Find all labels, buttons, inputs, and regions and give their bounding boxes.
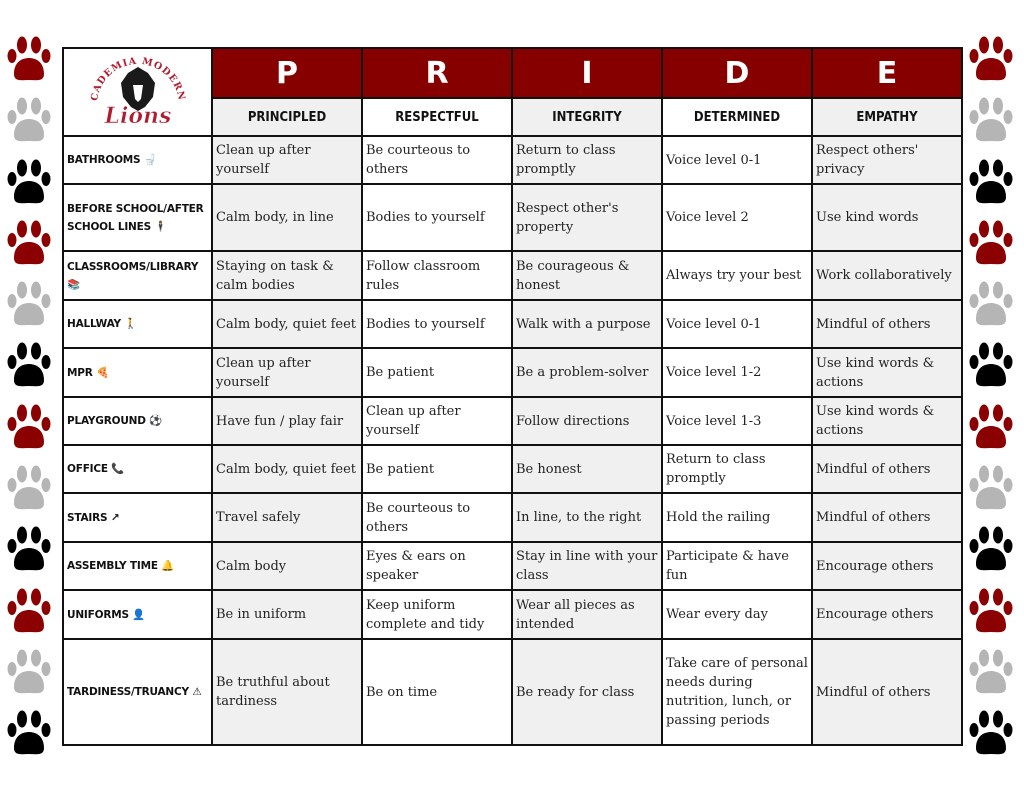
paw-print-icon	[6, 97, 52, 145]
table-cell: Use kind words	[812, 184, 962, 251]
letter-d: D	[662, 48, 812, 98]
paw-print-icon	[6, 281, 52, 329]
table-cell: Calm body, in line	[212, 184, 362, 251]
row-label: TARDINESS/TRUANCY ⚠	[63, 639, 212, 745]
table-cell: Be truthful about tardiness	[212, 639, 362, 745]
table-cell: Mindful of others	[812, 445, 962, 493]
letter-i: I	[512, 48, 662, 98]
table-row	[63, 397, 962, 445]
table-row	[63, 445, 962, 493]
table-row	[63, 300, 962, 348]
table-cell: Calm body, quiet feet	[212, 445, 362, 493]
value-determined: DETERMINED	[662, 98, 812, 136]
table-cell: Be in uniform	[212, 590, 362, 639]
paw-print-icon	[968, 588, 1014, 636]
row-label: BEFORE SCHOOL/AFTER SCHOOL LINES 🕴	[63, 184, 212, 251]
table-cell: Follow classroom rules	[362, 251, 512, 300]
table-cell: Wear all pieces as intended	[512, 590, 662, 639]
table-cell: Voice level 0-1	[662, 300, 812, 348]
row-label: OFFICE 📞	[63, 445, 212, 493]
table-cell: Voice level 0-1	[662, 136, 812, 184]
table-cell: Encourage others	[812, 542, 962, 590]
table-cell: Be patient	[362, 348, 512, 397]
table-cell: Wear every day	[662, 590, 812, 639]
table-cell: Be courteous to others	[362, 493, 512, 542]
table-cell: Be on time	[362, 639, 512, 745]
table-cell: Participate & have fun	[662, 542, 812, 590]
table-cell: Clean up after yourself	[212, 348, 362, 397]
row-label: MPR 🍕	[63, 348, 212, 397]
table-cell: Respect other's property	[512, 184, 662, 251]
table-cell: Be ready for class	[512, 639, 662, 745]
table-cell: Bodies to yourself	[362, 184, 512, 251]
paw-print-icon	[6, 159, 52, 207]
svg-text:Lions: Lions	[104, 103, 171, 129]
row-label: CLASSROOMS/LIBRARY 📚	[63, 251, 212, 300]
row-label: UNIFORMS 👤	[63, 590, 212, 639]
paw-print-icon	[968, 649, 1014, 697]
paw-print-icon	[968, 526, 1014, 574]
letter-e: E	[812, 48, 962, 98]
paw-print-icon	[968, 36, 1014, 84]
table-row	[63, 493, 962, 542]
table-cell: Use kind words & actions	[812, 397, 962, 445]
row-label: PLAYGROUND ⚽	[63, 397, 212, 445]
table-cell: Have fun / play fair	[212, 397, 362, 445]
value-principled: PRINCIPLED	[212, 98, 362, 136]
letter-r: R	[362, 48, 512, 98]
lion-logo-icon	[83, 49, 193, 129]
paw-print-icon	[6, 710, 52, 758]
table-cell: Voice level 1-3	[662, 397, 812, 445]
table-cell: Be a problem-solver	[512, 348, 662, 397]
table-cell: Clean up after yourself	[362, 397, 512, 445]
table-cell: Always try your best	[662, 251, 812, 300]
paw-print-icon	[6, 649, 52, 697]
paw-print-icon	[968, 710, 1014, 758]
table-cell: Encourage others	[812, 590, 962, 639]
value-integrity: INTEGRITY	[512, 98, 662, 136]
paw-print-icon	[968, 220, 1014, 268]
paw-print-icon	[968, 159, 1014, 207]
table-cell: Clean up after yourself	[212, 136, 362, 184]
row-label: BATHROOMS 🚽	[63, 136, 212, 184]
table-row	[63, 184, 962, 251]
paw-print-icon	[6, 36, 52, 84]
row-label: ASSEMBLY TIME 🔔	[63, 542, 212, 590]
table-row	[63, 639, 962, 745]
paw-print-icon	[968, 97, 1014, 145]
paw-print-icon	[968, 342, 1014, 390]
paw-print-icon	[968, 465, 1014, 513]
pride-matrix	[62, 47, 963, 746]
table-row	[63, 136, 962, 184]
row-label: HALLWAY 🚶	[63, 300, 212, 348]
paw-column-right	[968, 36, 1018, 772]
paw-print-icon	[6, 588, 52, 636]
table-cell: Be courageous & honest	[512, 251, 662, 300]
table-cell: Return to class promptly	[662, 445, 812, 493]
value-respectful: RESPECTFUL	[362, 98, 512, 136]
table-cell: Follow directions	[512, 397, 662, 445]
paw-print-icon	[968, 281, 1014, 329]
table-cell: Stay in line with your class	[512, 542, 662, 590]
row-label: STAIRS ↗	[63, 493, 212, 542]
table-row	[63, 590, 962, 639]
table-cell: Calm body	[212, 542, 362, 590]
value-empathy: EMPATHY	[812, 98, 962, 136]
table-cell: Take care of personal needs during nutrition, lunch, or passing periods	[662, 639, 812, 745]
table-row	[63, 348, 962, 397]
table-cell: Hold the railing	[662, 493, 812, 542]
table-cell: Voice level 2	[662, 184, 812, 251]
table-cell: Eyes & ears on speaker	[362, 542, 512, 590]
school-logo	[63, 48, 212, 136]
table-cell: Voice level 1-2	[662, 348, 812, 397]
table-cell: Bodies to yourself	[362, 300, 512, 348]
paw-print-icon	[6, 404, 52, 452]
table-cell: Use kind words & actions	[812, 348, 962, 397]
paw-print-icon	[6, 465, 52, 513]
table-row	[63, 251, 962, 300]
table-cell: Mindful of others	[812, 493, 962, 542]
letter-p: P	[212, 48, 362, 98]
table-cell: Be honest	[512, 445, 662, 493]
table-cell: Travel safely	[212, 493, 362, 542]
paw-print-icon	[968, 404, 1014, 452]
paw-print-icon	[6, 526, 52, 574]
table-cell: Calm body, quiet feet	[212, 300, 362, 348]
table-cell: Be patient	[362, 445, 512, 493]
paw-column-left	[6, 36, 56, 772]
table-cell: Keep uniform complete and tidy	[362, 590, 512, 639]
table-cell: Be courteous to others	[362, 136, 512, 184]
paw-print-icon	[6, 220, 52, 268]
svg-text:ACADEMIA MODERNA: CADEMIA MODERN	[88, 55, 187, 102]
table-cell: Mindful of others	[812, 300, 962, 348]
table-cell: In line, to the right	[512, 493, 662, 542]
table-cell: Walk with a purpose	[512, 300, 662, 348]
table-row	[63, 542, 962, 590]
table-cell: Return to class promptly	[512, 136, 662, 184]
table-cell: Staying on task & calm bodies	[212, 251, 362, 300]
table-cell: Work collaboratively	[812, 251, 962, 300]
paw-print-icon	[6, 342, 52, 390]
table-cell: Mindful of others	[812, 639, 962, 745]
table-cell: Respect others' privacy	[812, 136, 962, 184]
